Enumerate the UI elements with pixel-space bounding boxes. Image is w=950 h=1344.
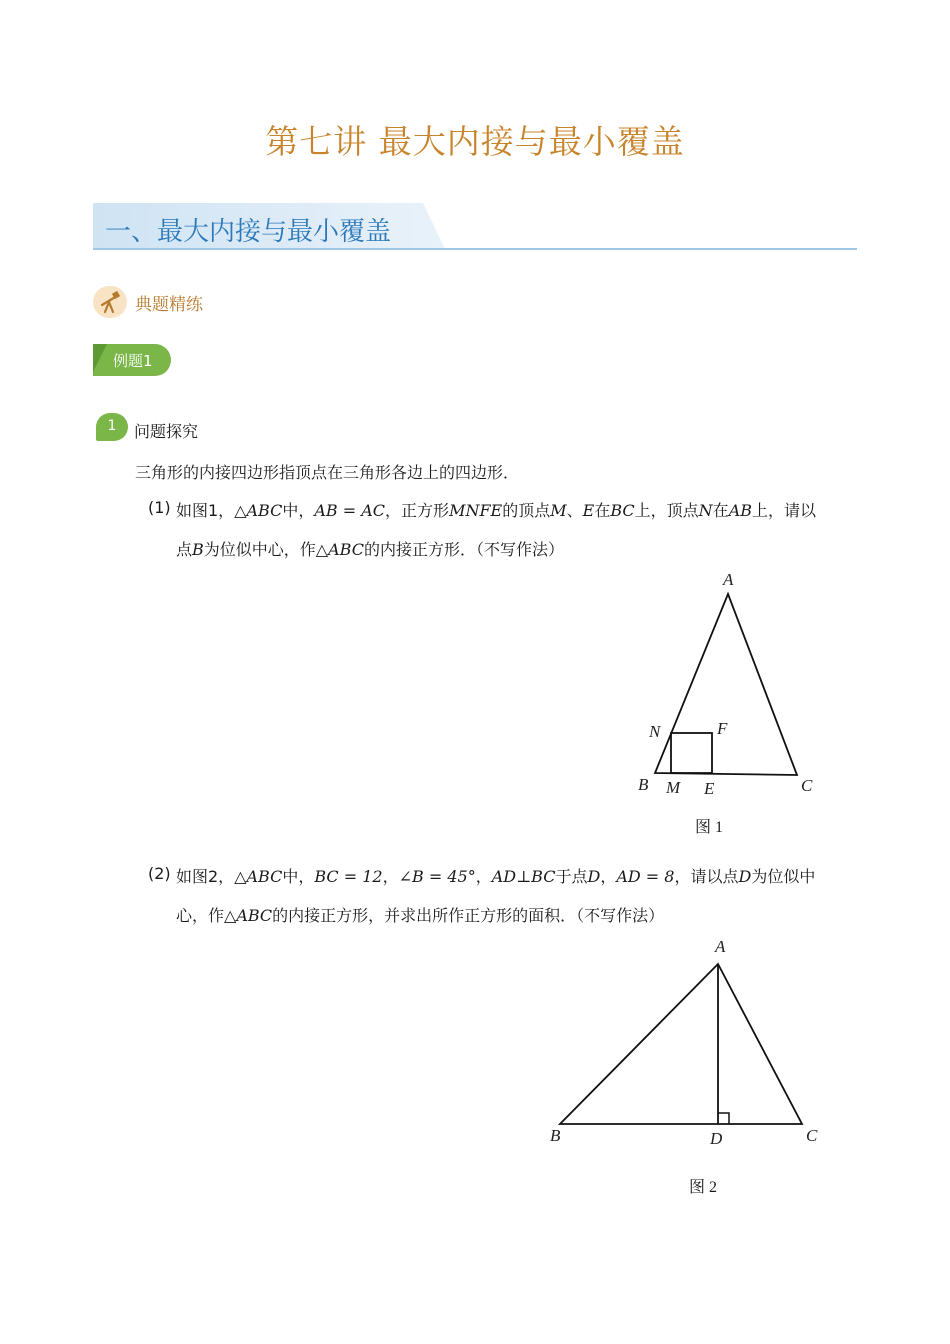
figure1-label-C: C (801, 776, 813, 795)
example-tag-label: 例题1 (113, 352, 153, 370)
badge-label: 典题精练 (135, 295, 203, 315)
q1-line1: 如图1，△ABC中，AB = AC，正方形MNFE的顶点M、E在BC上，顶点N在AB上，请以 (176, 501, 817, 520)
subsection-number: 1 (96, 413, 128, 441)
section-title: 一、最大内接与最小覆盖 (105, 217, 392, 247)
section-header (93, 203, 857, 251)
figure1-caption: 图 1 (695, 819, 724, 836)
subsection-label: 问题探究 (134, 422, 199, 441)
figure2-right-angle-mark (718, 1113, 729, 1124)
figure2-label-C: C (806, 1126, 818, 1145)
page-title: 第七讲 最大内接与最小覆盖 (265, 122, 685, 161)
figure2-label-B: B (550, 1126, 561, 1145)
figure-1 (620, 565, 840, 840)
q2-number: (2) (148, 864, 171, 883)
telescope-icon (93, 286, 127, 318)
intro-text: 三角形的内接四边形指顶点在三角形各边上的四边形． (135, 463, 520, 482)
q2-line2: 心，作△ABC的内接正方形，并求出所作正方形的面积．（不写作法） (176, 906, 665, 925)
figure2-caption: 图 2 (689, 1179, 718, 1196)
figure1-triangle (655, 594, 797, 775)
q1-line2: 点B为位似中心，作△ABC的内接正方形．（不写作法） (176, 540, 564, 559)
figure1-square (671, 733, 712, 773)
figure-2 (540, 935, 830, 1155)
q2-line1: 如图2，△ABC中，BC = 12，∠B = 45°，AD⊥BC于点D，AD = 8，请以点D为位似中 (176, 867, 816, 886)
figure2-label-D: D (710, 1129, 723, 1148)
figure1-label-E: E (704, 779, 715, 798)
figure1-label-A: A (723, 570, 734, 589)
figure2-triangle (560, 964, 802, 1124)
example-tag (93, 344, 173, 380)
q1-number: (1) (148, 498, 171, 517)
figure1-label-N: N (649, 722, 661, 741)
figure2-label-A: A (715, 937, 726, 956)
figure1-label-M: M (666, 778, 681, 797)
figure1-label-B: B (638, 775, 649, 794)
figure1-label-F: F (717, 719, 728, 738)
